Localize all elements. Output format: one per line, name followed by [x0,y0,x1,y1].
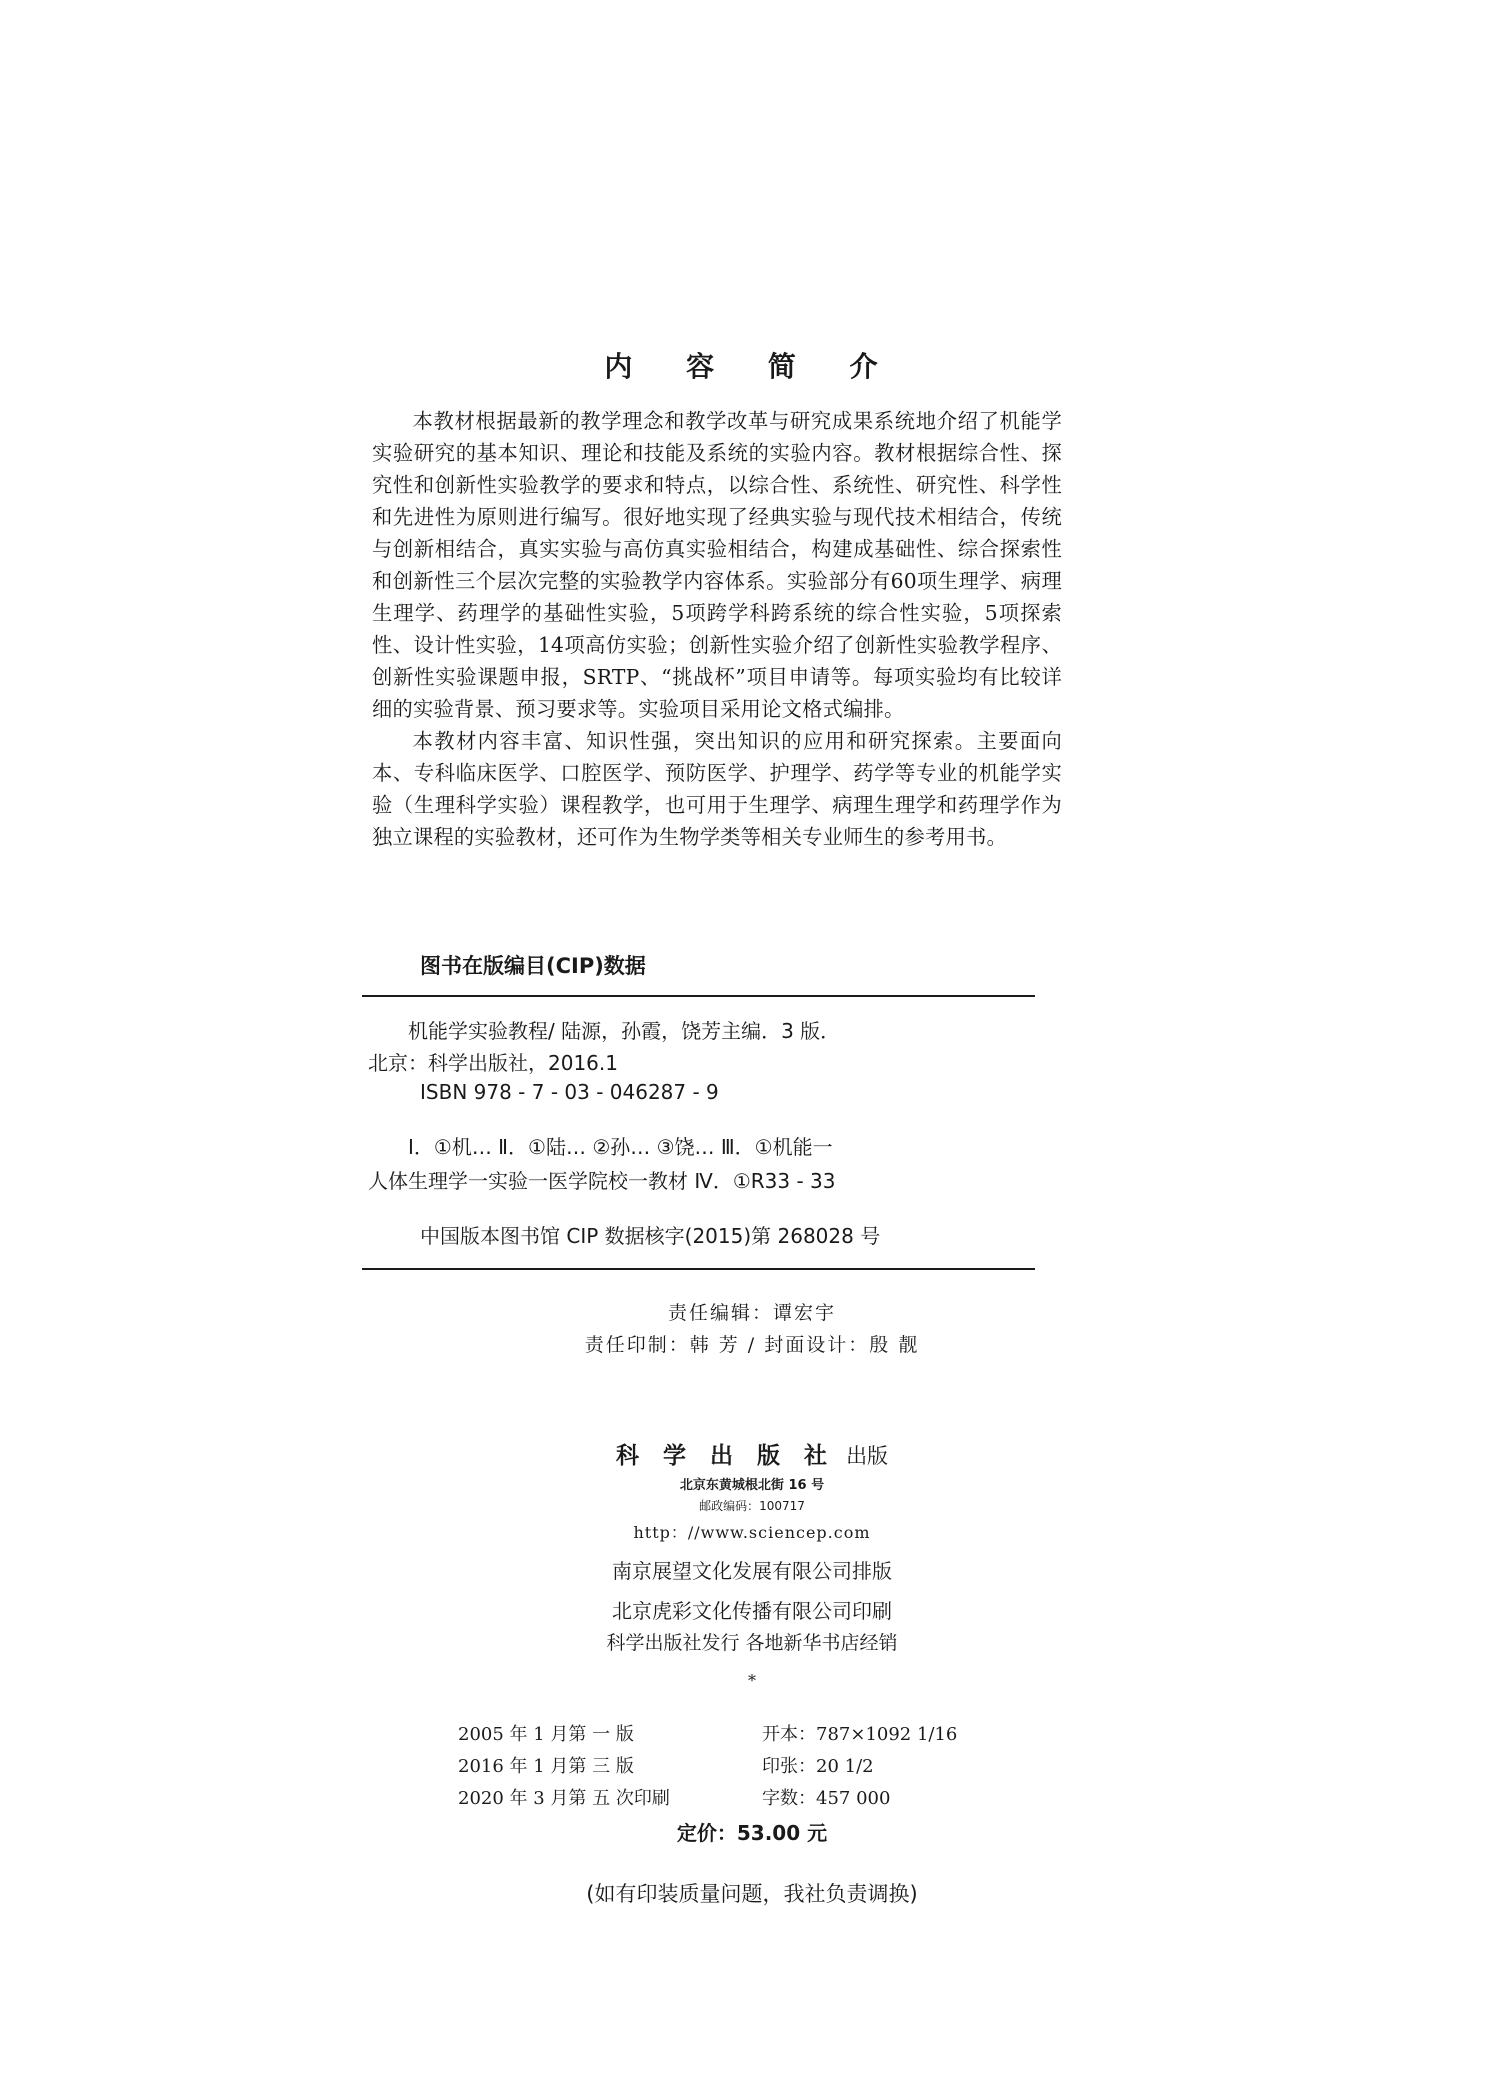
cip-line-classification-1: Ⅰ．①机… Ⅱ．①陆… ②孙… ③饶… Ⅲ．①机能一 [408,1135,833,1159]
summary-paragraph-1: 本教材根据最新的教学理念和教学改革与研究成果系统地介绍了机能学实验研究的基本知识、理论和技能及系统的实验内容。教材根据综合性、探究性和创新性实验教学的要求和特点，以综合性、系统性、研究性、科学性和先进性为原则进行编写。很好地实现了经典实验与现代技术相结合，传统与创新相结合，真实实验与高仿真实验相结合，构建成基础性、综合探索性和创新性三个层次完整的实验教学内容体系。实验部分有60项生理学、病理生理学、药理学的基础性实验，5项跨学科跨系统的综合性实验，5项探索性、设计性实验，14项高仿实验；创新性实验介绍了创新性实验教学程序、创新性实验课题申报，SRTP、“挑战杯”项目申请等。每项实验均有比较详细的实验背景、预习要求等。实验项目采用论文格式编排。 [372,409,1062,721]
cip-heading: 图书在版编目(CIP)数据 [420,954,646,978]
quality-notice: (如有印装质量问题，我社负责调换) [586,1882,918,1906]
printing-fifth: 2020 年 3 月第 五 次印刷 [458,1788,670,1809]
summary-body [372,405,1062,853]
cip-top-rule [362,995,1035,997]
publisher-address: 北京东黄城根北街 16 号 [679,1478,825,1493]
separator-star: * [748,1671,756,1690]
publisher-logo: 科 学 出 版 社 [615,1442,835,1469]
cip-line-isbn: ISBN 978 - 7 - 03 - 046287 - 9 [420,1080,719,1104]
word-count-info: 字数：457 000 [762,1788,891,1809]
edition-first: 2005 年 1 月第 一 版 [458,1724,634,1745]
cip-bottom-rule [362,1268,1035,1270]
publisher-suffix: 出版 [846,1444,889,1468]
sheet-info: 印张：20 1/2 [762,1756,874,1777]
cip-line-classification-2: 人体生理学一实验一医学院校一教材 Ⅳ．①R33 - 33 [368,1169,836,1193]
format-info: 开本：787×1092 1/16 [762,1724,958,1745]
credit-editor: 责任编辑：谭宏宇 [667,1302,836,1324]
printing-line: 北京虎彩文化传播有限公司印刷 [612,1599,892,1623]
summary-paragraph-2: 本教材内容丰富、知识性强，突出知识的应用和研究探索。主要面向本、专科临床医学、口腔医学、预防医学、护理学、药学等专业的机能学实验（生理科学实验）课程教学，也可用于生理学、病理生理学和药理学作为独立课程的实验教材，还可作为生物学类等相关专业师生的参考用书。 [372,729,1062,849]
summary-title: 内 容 简 介 [604,350,900,383]
publisher-url: http：//www.sciencep.com [633,1523,871,1542]
credit-print-cover: 责任印制：韩 芳 / 封面设计：殷 靓 [584,1334,920,1356]
edition-third: 2016 年 1 月第 三 版 [458,1756,634,1777]
cip-line-number: 中国版本图书馆 CIP 数据核字(2015)第 268028 号 [420,1224,881,1248]
typesetting-line: 南京展望文化发展有限公司排版 [612,1559,892,1583]
price: 定价：53.00 元 [676,1821,828,1845]
publisher-postcode: 邮政编码：100717 [699,1499,805,1513]
publisher-line [0,1437,1504,1470]
cip-line-title: 机能学实验教程/ 陆源，孙霞，饶芳主编．3 版． [408,1019,841,1043]
cip-line-publisher: 北京：科学出版社，2016.1 [368,1051,618,1075]
distribution-line: 科学出版社发行 各地新华书店经销 [606,1632,898,1654]
